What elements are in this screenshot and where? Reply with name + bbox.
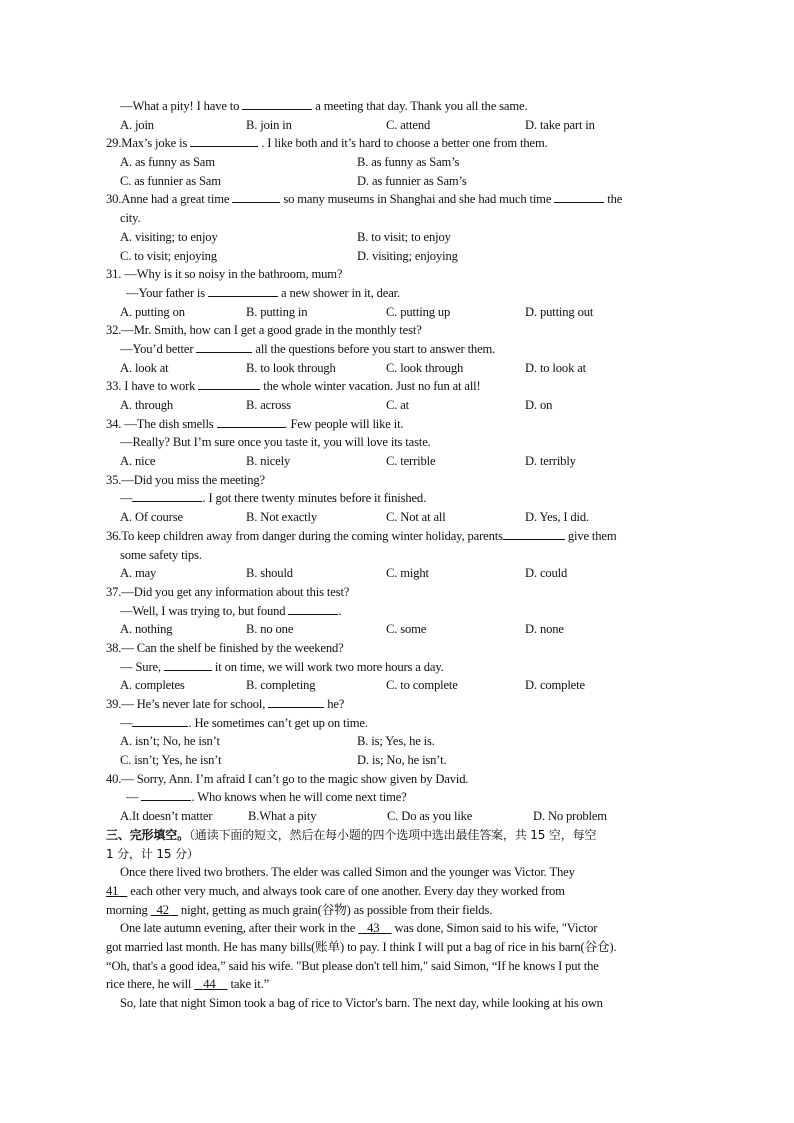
- option-a: A. may: [120, 566, 157, 581]
- answer-blank: [141, 788, 191, 801]
- q35-stem: 35.—Did you miss the meeting?: [106, 472, 265, 487]
- answer-blank: [503, 527, 565, 540]
- option-a: A. look at: [120, 360, 169, 375]
- q33-stem: 33. I have to work the whole winter vacation. Just no fun at all!: [106, 379, 481, 394]
- option-d: D. to look at: [525, 360, 587, 375]
- q28-answer: —What a pity! I have to a meeting that day. Thank you all the same.: [120, 99, 528, 113]
- answer-blank: [232, 190, 280, 203]
- page-content: [0, 97, 794, 1013]
- q36-stem-line2: some safety tips.: [120, 547, 202, 562]
- option-a: A. nice: [120, 454, 156, 469]
- q39-options-row1: [0, 732, 794, 751]
- option-a: A. completes: [120, 678, 185, 693]
- section-3-instructions-line2: 1 分，计 15 分）: [106, 846, 199, 861]
- q35-answer: — . I got there twenty minutes before it finished.: [120, 491, 427, 506]
- answer-blank: [132, 714, 188, 727]
- answer-blank: [132, 489, 202, 502]
- q31-options: [0, 303, 794, 322]
- section-3-title: 三、完形填空。: [106, 827, 189, 842]
- answer-blank: [288, 602, 338, 615]
- answer-blank: [242, 97, 312, 110]
- option-b: B. is; Yes, he is.: [357, 734, 435, 749]
- passage-p1-line2: 41 each other very much, and always took care of one another. Every day they worked from: [106, 883, 565, 898]
- option-d: D. terribly: [525, 454, 576, 469]
- q35-options: [0, 508, 794, 527]
- option-d: D. No problem: [533, 809, 607, 824]
- q37-stem: 37.—Did you get any information about this test?: [106, 584, 350, 599]
- option-c: C. at: [386, 398, 410, 412]
- option-c: C. terrible: [386, 454, 436, 469]
- section-3-heading: [0, 826, 794, 845]
- option-b: B. to visit; to enjoy: [357, 229, 451, 244]
- option-a: A. Of course: [120, 510, 183, 525]
- answer-blank: [198, 377, 260, 390]
- passage-p2-line4: rice there, he will 44 take it.”: [106, 977, 270, 992]
- passage-p1-line3: morning 42 night, getting as much grain(谷物) as possible from their fields.: [106, 902, 493, 917]
- answer-blank: [554, 190, 604, 203]
- passage-p3-line1: So, late that night Simon took a bag of rice to Victor's barn. The next day, while looking at his own: [120, 996, 603, 1010]
- q32-stem: 32.—Mr. Smith, how can I get a good grade in the monthly test?: [106, 323, 422, 338]
- passage-p2-line3: “Oh, that's a good idea,” said his wife. "But please don't tell him," said Simon, “If he knows I put the: [106, 958, 599, 973]
- option-c: C. Do as you like: [387, 809, 473, 824]
- passage-p1-line1: Once there lived two brothers. The elder was called Simon and the younger was Victor. They: [120, 865, 575, 880]
- option-b: B. to look through: [246, 360, 336, 375]
- q31-stem: 31. —Why is it so noisy in the bathroom, mum?: [106, 267, 343, 282]
- option-c: C. to complete: [386, 678, 458, 693]
- q39-answer: — . He sometimes can’t get up on time.: [120, 715, 368, 730]
- option-c: C. to visit; enjoying: [120, 248, 217, 263]
- q33-options: [0, 396, 794, 415]
- option-c: C. look through: [386, 360, 464, 375]
- q32-answer: —You’d better all the questions before you start to answer them.: [120, 341, 496, 356]
- option-a: A.It doesn’t matter: [120, 809, 213, 824]
- q32-options: [0, 359, 794, 378]
- option-c: C. isn’t; Yes, he isn’t: [120, 753, 222, 768]
- q34-answer: —Really? But I’m sure once you taste it, you will love its taste.: [120, 435, 431, 450]
- answer-blank: [268, 695, 324, 708]
- q30-stem-line2: city.: [120, 211, 141, 226]
- blank-41: 41: [106, 883, 119, 898]
- option-b: B. completing: [246, 678, 316, 693]
- option-b: B. no one: [246, 622, 294, 637]
- q40-answer: — . Who knows when he will come next time?: [126, 790, 407, 805]
- q37-answer: —Well, I was trying to, but found .: [120, 603, 342, 618]
- q29-options-row2: [0, 172, 794, 191]
- option-c: C. some: [386, 622, 427, 637]
- answer-blank: [196, 340, 252, 353]
- option-a: A. isn’t; No, he isn’t: [120, 734, 220, 749]
- q36-stem: 36.To keep children away from danger during the coming winter holiday, parents give them: [106, 528, 617, 543]
- passage-p2-line2: got married last month. He has many bills(账单) to pay. I think I will put a bag of rice in his barn(谷仓).: [106, 939, 617, 954]
- answer-blank: [217, 415, 285, 428]
- option-a: A. join: [120, 117, 154, 132]
- q39-stem: 39.— He’s never late for school, he?: [106, 697, 345, 711]
- q31-answer: —Your father is a new shower in it, dear.: [126, 285, 401, 300]
- option-b: B.What a pity: [248, 809, 317, 824]
- q38-answer: — Sure, it on time, we will work two more hours a day.: [120, 659, 444, 674]
- q40-stem: 40.— Sorry, Ann. I’m afraid I can’t go to the magic show given by David.: [106, 771, 469, 786]
- q30-stem: 30.Anne had a great time so many museums in Shanghai and she had much time the: [106, 192, 623, 207]
- q37-options: [0, 620, 794, 639]
- q29-options-row1: [0, 153, 794, 172]
- q36-options: [0, 564, 794, 583]
- option-b: B. should: [246, 566, 293, 581]
- option-b: B. putting in: [246, 304, 308, 319]
- q30-options-row2: [0, 247, 794, 266]
- option-d: D. none: [525, 622, 564, 637]
- option-d: D. take part in: [525, 117, 595, 132]
- option-d: D. Yes, I did.: [525, 510, 590, 525]
- option-d: D. complete: [525, 678, 585, 693]
- option-b: B. nicely: [246, 454, 291, 469]
- option-d: D. could: [525, 566, 568, 581]
- option-d: D. visiting; enjoying: [357, 248, 458, 263]
- option-d: D. putting out: [525, 304, 594, 319]
- answer-blank: [190, 134, 258, 147]
- q39-options-row2: [0, 751, 794, 770]
- option-c: C. attend: [386, 117, 431, 132]
- q40-options: [0, 807, 794, 826]
- q34-options: [0, 452, 794, 471]
- blank-43: 43: [367, 921, 380, 936]
- q38-options: [0, 676, 794, 695]
- option-b: B. Not exactly: [246, 510, 317, 525]
- q30-options-row1: [0, 228, 794, 247]
- option-c: C. Not at all: [386, 510, 446, 525]
- option-a: A. nothing: [120, 622, 173, 637]
- blank-44: 44: [203, 977, 216, 992]
- option-b: B. as funny as Sam’s: [357, 155, 460, 170]
- blank-42: 42: [156, 902, 169, 917]
- passage-p2-line1: One late autumn evening, after their work in the 43 was done, Simon said to his wife, "Victor: [120, 921, 598, 936]
- q29-stem: 29.Max’s joke is . I like both and it’s hard to choose a better one from them.: [106, 136, 548, 151]
- option-a: A. through: [120, 398, 174, 412]
- section-3-instructions: （通读下面的短文，然后在每小题的四个选项中选出最佳答案，共 15 空，每空: [188, 827, 597, 842]
- option-c: C. putting up: [386, 304, 451, 319]
- q28-options: [0, 116, 794, 135]
- q34-stem: 34. —The dish smells . Few people will like it.: [106, 416, 404, 431]
- option-c: C. as funnier as Sam: [120, 173, 221, 188]
- option-d: D. on: [525, 398, 553, 412]
- q38-stem: 38.— Can the shelf be finished by the weekend?: [106, 640, 344, 655]
- option-a: A. putting on: [120, 304, 185, 319]
- answer-blank: [164, 658, 212, 671]
- option-a: A. visiting; to enjoy: [120, 229, 218, 244]
- answer-blank: [208, 284, 278, 297]
- option-b: B. join in: [246, 117, 292, 132]
- option-a: A. as funny as Sam: [120, 155, 215, 170]
- option-d: D. as funnier as Sam’s: [357, 173, 467, 188]
- option-b: B. across: [246, 398, 291, 412]
- option-d: D. is; No, he isn’t.: [357, 753, 447, 768]
- option-c: C. might: [386, 566, 429, 581]
